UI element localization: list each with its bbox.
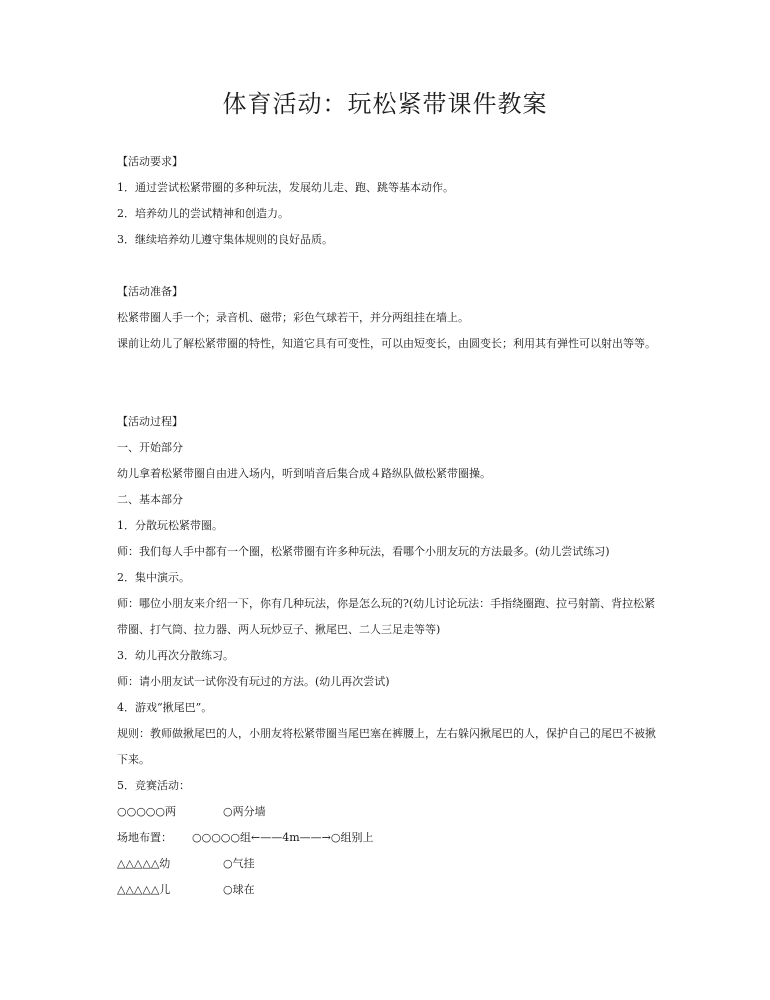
- document-title: 体育活动：玩松紧带课件教案: [222, 90, 548, 118]
- section-title: 一、开始部分: [117, 441, 183, 454]
- diagram-row: [117, 805, 677, 819]
- diagram-row: [117, 831, 677, 845]
- diagram-row: [117, 857, 677, 871]
- diagram-cell: △△△△△幼: [117, 857, 171, 870]
- paragraph: 规则：教师做揪尾巴的人，小朋友将松紧带圈当尾巴塞在裤腰上，左右躲闪揪尾巴的人，保护自己的尾巴不被揪下来。: [117, 727, 656, 766]
- step-title: 3．幼儿再次分散练习。: [117, 649, 234, 662]
- requirement-item: 1．通过尝试松紧带圈的多种玩法，发展幼儿走、跑、跳等基本动作。: [117, 181, 454, 194]
- diagram-label: 场地布置：: [117, 831, 172, 844]
- diagram-cell: ○○○○○两: [117, 805, 176, 818]
- paragraph: 师：我们每人手中都有一个圈，松紧带圈有许多种玩法，看哪个小朋友玩的方法最多。(幼儿尝试练习): [117, 545, 610, 558]
- preparation-heading: 【活动准备】: [117, 285, 183, 298]
- paragraph: 幼儿拿着松紧带圈自由进入场内，听到哨音后集合成４路纵队做松紧带圈操。: [117, 467, 491, 480]
- step-title: 4．游戏“揪尾巴”。: [117, 701, 213, 714]
- diagram-cell: ○球在: [223, 883, 255, 896]
- diagram-row: [117, 883, 677, 897]
- diagram-cell: ○两分墙: [223, 805, 266, 818]
- preparation-text: 课前让幼儿了解松紧带圈的特性，知道它具有可变性，可以由短变长，由圆变长；利用其有弹性可以射出等等。: [117, 337, 656, 350]
- paragraph: 师：哪位小朋友来介绍一下，你有几种玩法，你是怎么玩的?(幼儿讨论玩法：手指绕圈跑、拉弓射箭、背拉松紧带圈、打气筒、拉力器、两人玩炒豆子、揪尾巴、二人三足走等等): [117, 597, 656, 636]
- step-title: 2．集中演示。: [117, 571, 190, 584]
- requirements-heading: 【活动要求】: [117, 155, 183, 168]
- step-title: 5．竞赛活动：: [117, 779, 190, 792]
- diagram-cell: ○气挂: [223, 857, 255, 870]
- section-title: 二、基本部分: [117, 493, 183, 506]
- requirement-item: 2．培养幼儿的尝试精神和创造力。: [117, 207, 289, 220]
- diagram-cell: △△△△△儿: [117, 883, 171, 896]
- paragraph: 师：请小朋友试一试你没有玩过的方法。(幼儿再次尝试): [117, 675, 390, 688]
- preparation-text: 松紧带圈人手一个；录音机、磁带；彩色气球若干，并分两组挂在墙上。: [117, 311, 469, 324]
- diagram-cell: ○○○○○组←——4m——→○组别上: [192, 831, 374, 844]
- requirement-item: 3．继续培养幼儿遵守集体规则的良好品质。: [117, 233, 333, 246]
- step-title: 1．分散玩松紧带圈。: [117, 519, 223, 532]
- process-heading: 【活动过程】: [117, 415, 183, 428]
